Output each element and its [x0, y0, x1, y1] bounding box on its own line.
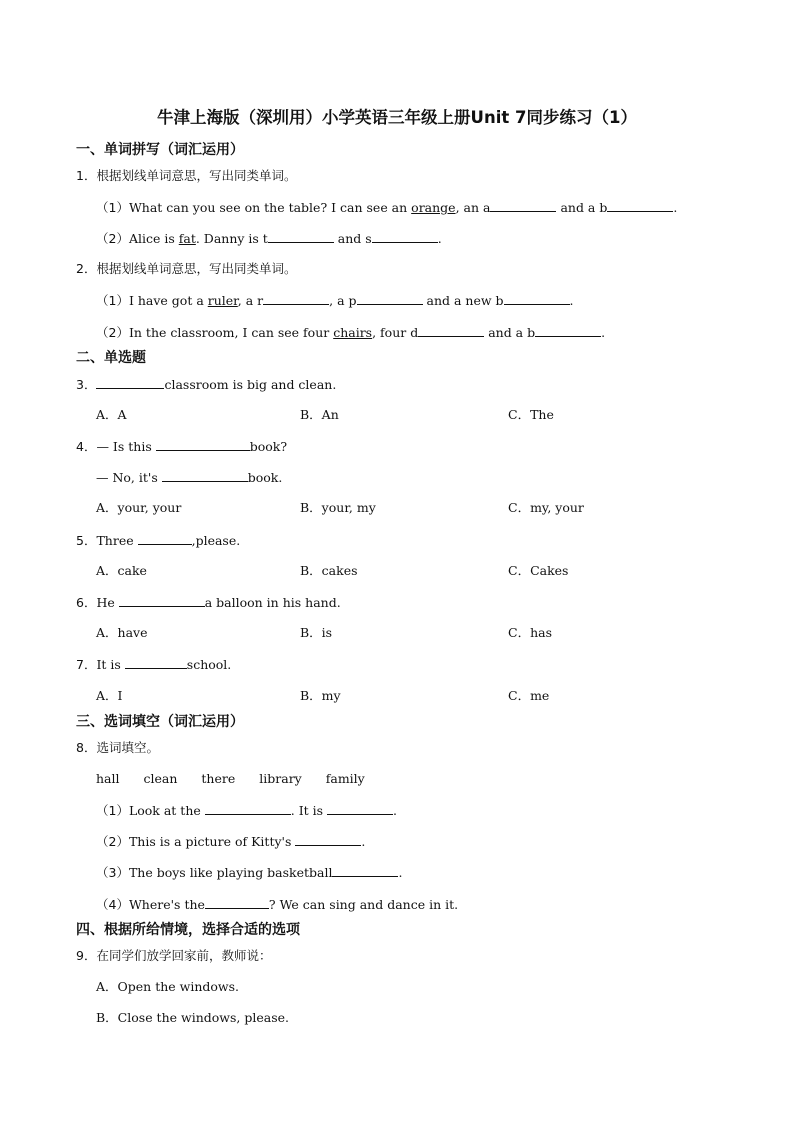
word-bank	[96, 770, 389, 788]
answer-blank[interactable]	[490, 198, 556, 212]
word-bank-item: hall	[96, 771, 120, 786]
question-6-option-b[interactable]: B．is	[300, 625, 333, 640]
word-bank-item: library	[259, 771, 302, 786]
answer-blank[interactable]	[357, 291, 423, 305]
section-heading-2: 二、单选题	[76, 350, 146, 366]
question-1-part-1: （1）What can you see on the table? I can see an orange, an a and a b .	[96, 200, 678, 215]
question-9-option-b[interactable]: B．Close the windows, please.	[96, 1010, 289, 1025]
question-7-option-a[interactable]: A．I	[96, 688, 123, 703]
question-4-line-2: — No, it's book.	[96, 470, 283, 485]
question-7-option-c[interactable]: C．me	[508, 688, 550, 703]
answer-blank[interactable]	[418, 323, 484, 337]
word-bank-item: clean	[143, 771, 178, 786]
answer-blank[interactable]	[372, 229, 438, 243]
question-2: 2．根据划线单词意思，写出同类单词。	[76, 261, 297, 276]
question-9: 9．在同学们放学回家前，教师说：	[76, 948, 272, 963]
question-4-option-c[interactable]: C．my, your	[508, 500, 584, 515]
question-1-part-2: （2）Alice is fat. Danny is t and s .	[96, 231, 442, 246]
answer-blank[interactable]	[504, 291, 570, 305]
section-heading-3: 三、选词填空（词汇运用）	[76, 714, 244, 730]
question-8-part-4: （4）Where's the ? We can sing and dance in it.	[96, 897, 459, 912]
word-bank-item: family	[325, 771, 365, 786]
question-6-option-c[interactable]: C．has	[508, 625, 552, 640]
question-3-option-b[interactable]: B．An	[300, 407, 339, 422]
answer-blank[interactable]	[268, 229, 334, 243]
question-1: 1．根据划线单词意思，写出同类单词。	[76, 168, 297, 183]
question-2-part-2: （2）In the classroom, I can see four chairs, four d and a b .	[96, 325, 606, 340]
answer-blank[interactable]	[162, 468, 248, 482]
question-5-option-c[interactable]: C．Cakes	[508, 563, 569, 578]
question-7-option-b[interactable]: B．my	[300, 688, 341, 703]
question-4-option-b[interactable]: B．your, my	[300, 500, 376, 515]
question-6: 6．He a balloon in his hand.	[76, 595, 341, 610]
question-4-option-a[interactable]: A．your, your	[96, 500, 182, 515]
page-title: 牛津上海版（深圳用）小学英语三年级上册Unit 7同步练习（1）	[157, 108, 637, 127]
question-8-part-1: （1）Look at the . It is .	[96, 803, 398, 818]
question-7: 7．It is school.	[76, 657, 232, 672]
answer-blank[interactable]	[119, 593, 205, 607]
answer-blank[interactable]	[125, 655, 187, 669]
answer-blank[interactable]	[205, 801, 291, 815]
answer-blank[interactable]	[607, 198, 673, 212]
question-4-line-1: 4．— Is this book?	[76, 439, 288, 454]
question-2-part-1: （1）I have got a ruler, a r , a p and a new b .	[96, 293, 574, 308]
question-5-option-a[interactable]: A．cake	[96, 563, 147, 578]
question-8-part-2: （2）This is a picture of Kitty's .	[96, 834, 366, 849]
question-9-option-a[interactable]: A．Open the windows.	[96, 979, 240, 994]
question-5: 5．Three ,please.	[76, 533, 241, 548]
answer-blank[interactable]	[535, 323, 601, 337]
answer-blank[interactable]	[263, 291, 329, 305]
question-3: 3． classroom is big and clean.	[76, 377, 337, 392]
question-8-part-3: （3）The boys like playing basketball .	[96, 865, 403, 880]
answer-blank[interactable]	[327, 801, 393, 815]
answer-blank[interactable]	[205, 895, 269, 909]
question-8: 8．选词填空。	[76, 740, 159, 755]
answer-blank[interactable]	[295, 832, 361, 846]
section-heading-1: 一、单词拼写（词汇运用）	[76, 142, 244, 158]
question-3-option-a[interactable]: A．A	[96, 407, 127, 422]
answer-blank[interactable]	[332, 863, 398, 877]
word-bank-item: there	[201, 771, 236, 786]
question-3-option-c[interactable]: C．The	[508, 407, 554, 422]
question-6-option-a[interactable]: A．have	[96, 625, 148, 640]
answer-blank[interactable]	[138, 531, 192, 545]
answer-blank[interactable]	[156, 437, 250, 451]
section-heading-4: 四、根据所给情境，选择合适的选项	[76, 922, 300, 938]
answer-blank[interactable]	[96, 375, 164, 389]
question-5-option-b[interactable]: B．cakes	[300, 563, 358, 578]
